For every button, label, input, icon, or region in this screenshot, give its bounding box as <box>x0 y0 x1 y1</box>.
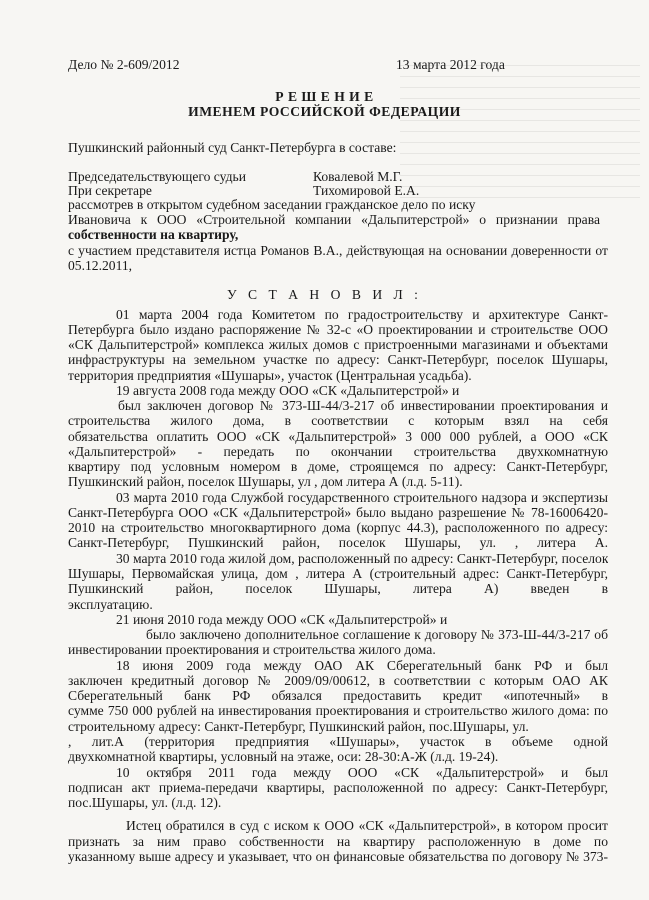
body-line: Санкт-Петербурга ООО «СК «Дальпитерстрой» было выдано разрешение № 78-16006420- <box>68 505 608 520</box>
body-line: сумме 750 000 рублей на инвестирования проектирования и строительство жилого дома: по <box>68 703 608 718</box>
body-line: 2010 на строительство многоквартирного дома (корпус 44.3), расположенного по адресу: <box>68 520 608 535</box>
body-line: Санкт-Петербург, Пушкинский район, поселок Шушары, ул. , литера А. <box>68 535 608 550</box>
body-line: 21 июня 2010 года между ООО «СК «Дальпитерстрой» и <box>116 612 448 627</box>
judge-name: Ковалевой М.Г. <box>313 169 403 184</box>
intro-line: собственности на квартиру, <box>68 227 239 242</box>
intro-line: 05.12.2011, <box>68 258 133 273</box>
body-line: обязательства оплатить ООО «СК «Дальпитерстрой» 3 000 000 рублей, а ООО «СК <box>68 429 608 444</box>
body-line: Пушкинский район, поселок Шушары, ул , дом литера А (л.д. 5-11). <box>68 474 463 489</box>
intro-line: с участием представителя истца Романов В.А., действующая на основании доверенности от <box>68 243 608 258</box>
decision-date: 13 марта 2012 года <box>396 57 505 72</box>
body-line: 10 октября 2011 года между ООО «СК «Дальпитерстрой» и был <box>116 765 608 780</box>
reverse-side-bleed-through <box>400 55 640 205</box>
document-subtitle: ИМЕНЕМ РОССИЙСКОЙ ФЕДЕРАЦИИ <box>188 104 461 119</box>
body-line: Шушары, Первомайская улица, дом , литера А (строительный адрес: Санкт-Петербург, <box>68 566 608 581</box>
secretary-label: При секретаре <box>68 183 152 198</box>
established-heading: У С Т А Н О В И Л : <box>227 287 422 302</box>
body-line: двухкомнатной квартиры, условный на этаже, оси: 28-30:А-Ж (л.д. 19-24). <box>68 749 499 764</box>
body-line: заключен кредитный договор № 2009/09/00612, в соответствии с которым ОАО АК <box>68 673 608 688</box>
body-line: квартиру под условным номером в доме, строящемся по адресу: Санкт-Петербург, <box>68 459 608 474</box>
judge-label: Председательствующего судьи <box>68 169 246 184</box>
body-line: строительному адресу: Санкт-Петербург, Пушкинский район, пос.Шушары, ул. <box>68 719 529 734</box>
intro-line: Ивановича к ООО «Строительной компании «Дальпитерстрой» о признании права <box>68 212 600 227</box>
body-line: 18 июня 2009 года между ОАО АК Сберегательный банк РФ и был <box>116 658 608 673</box>
body-line: территория предприятия «Шушары», участок (Центральная усадьба). <box>68 368 472 383</box>
body-line: было заключено дополнительное соглашение к договору № 373-Ш-44/3-217 об <box>146 627 608 642</box>
intro-line: рассмотрев в открытом судебном заседании гражданское дело по иску <box>68 197 476 212</box>
body-line: Пушкинский район, поселок Шушары, литера А) введен в <box>68 581 608 596</box>
case-number: Дело № 2-609/2012 <box>68 57 180 72</box>
body-line: «Дальпитерстрой» - передать по окончании строительства двухкомнатную <box>68 444 608 459</box>
body-line: 30 марта 2010 года жилой дом, расположенный по адресу: Санкт-Петербург, поселок <box>116 551 608 566</box>
document-title: Р Е Ш Е Н И Е <box>275 89 374 104</box>
body-line: пос.Шушары, ул. (л.д. 12). <box>68 795 222 810</box>
body-line: Петербурга было издано распоряжение № 32-с «О проектировании и строительстве ООО <box>68 322 608 337</box>
body-line: , лит.А (территория предприятия «Шушары», участок в объеме одной <box>68 734 608 749</box>
body-line: Истец обратился в суд с иском к ООО «СК «Дальпитерстрой», в котором просит <box>126 818 608 833</box>
body-line: указанному выше адресу и указывает, что он финансовые обязательства по договору № 373- <box>68 849 608 864</box>
body-line: подписан акт приема-передачи квартиры, расположенной по адресу: Санкт-Петербург, <box>68 780 608 795</box>
body-line: инфраструктуры на земельном участке по адресу: Санкт-Петербург, поселок Шушары, <box>68 352 608 367</box>
body-line: эксплуатацию. <box>68 597 153 612</box>
body-line: «СК Дальпитерстрой» комплекса жилых домов с пристроенными магазинами и объектами <box>68 337 608 352</box>
court-composition: Пушкинский районный суд Санкт-Петербурга в составе: <box>68 140 397 155</box>
body-line: 03 марта 2010 года Службой государственного строительного надзора и экспертизы <box>116 490 608 505</box>
body-line: инвестировании проектирования и строительства жилого дома. <box>68 642 436 657</box>
body-line: строительства жилого дома, в соответствии с которым взял на себя <box>68 413 608 428</box>
body-line: признать за ним право собственности на квартиру расположенную в доме по <box>68 834 608 849</box>
secretary-name: Тихомировой Е.А. <box>313 183 420 198</box>
body-line: 19 августа 2008 года между ООО «СК «Дальпитерстрой» и <box>116 383 460 398</box>
body-line: был заключен договор № 373-Ш-44/3-217 об инвестировании проектирования и <box>118 398 608 413</box>
body-line: Сберегательный банк РФ обязался предоставить кредит «ипотечный» в <box>68 688 608 703</box>
body-line: 01 марта 2004 года Комитетом по градостроительству и архитектуре Санкт- <box>116 307 608 322</box>
